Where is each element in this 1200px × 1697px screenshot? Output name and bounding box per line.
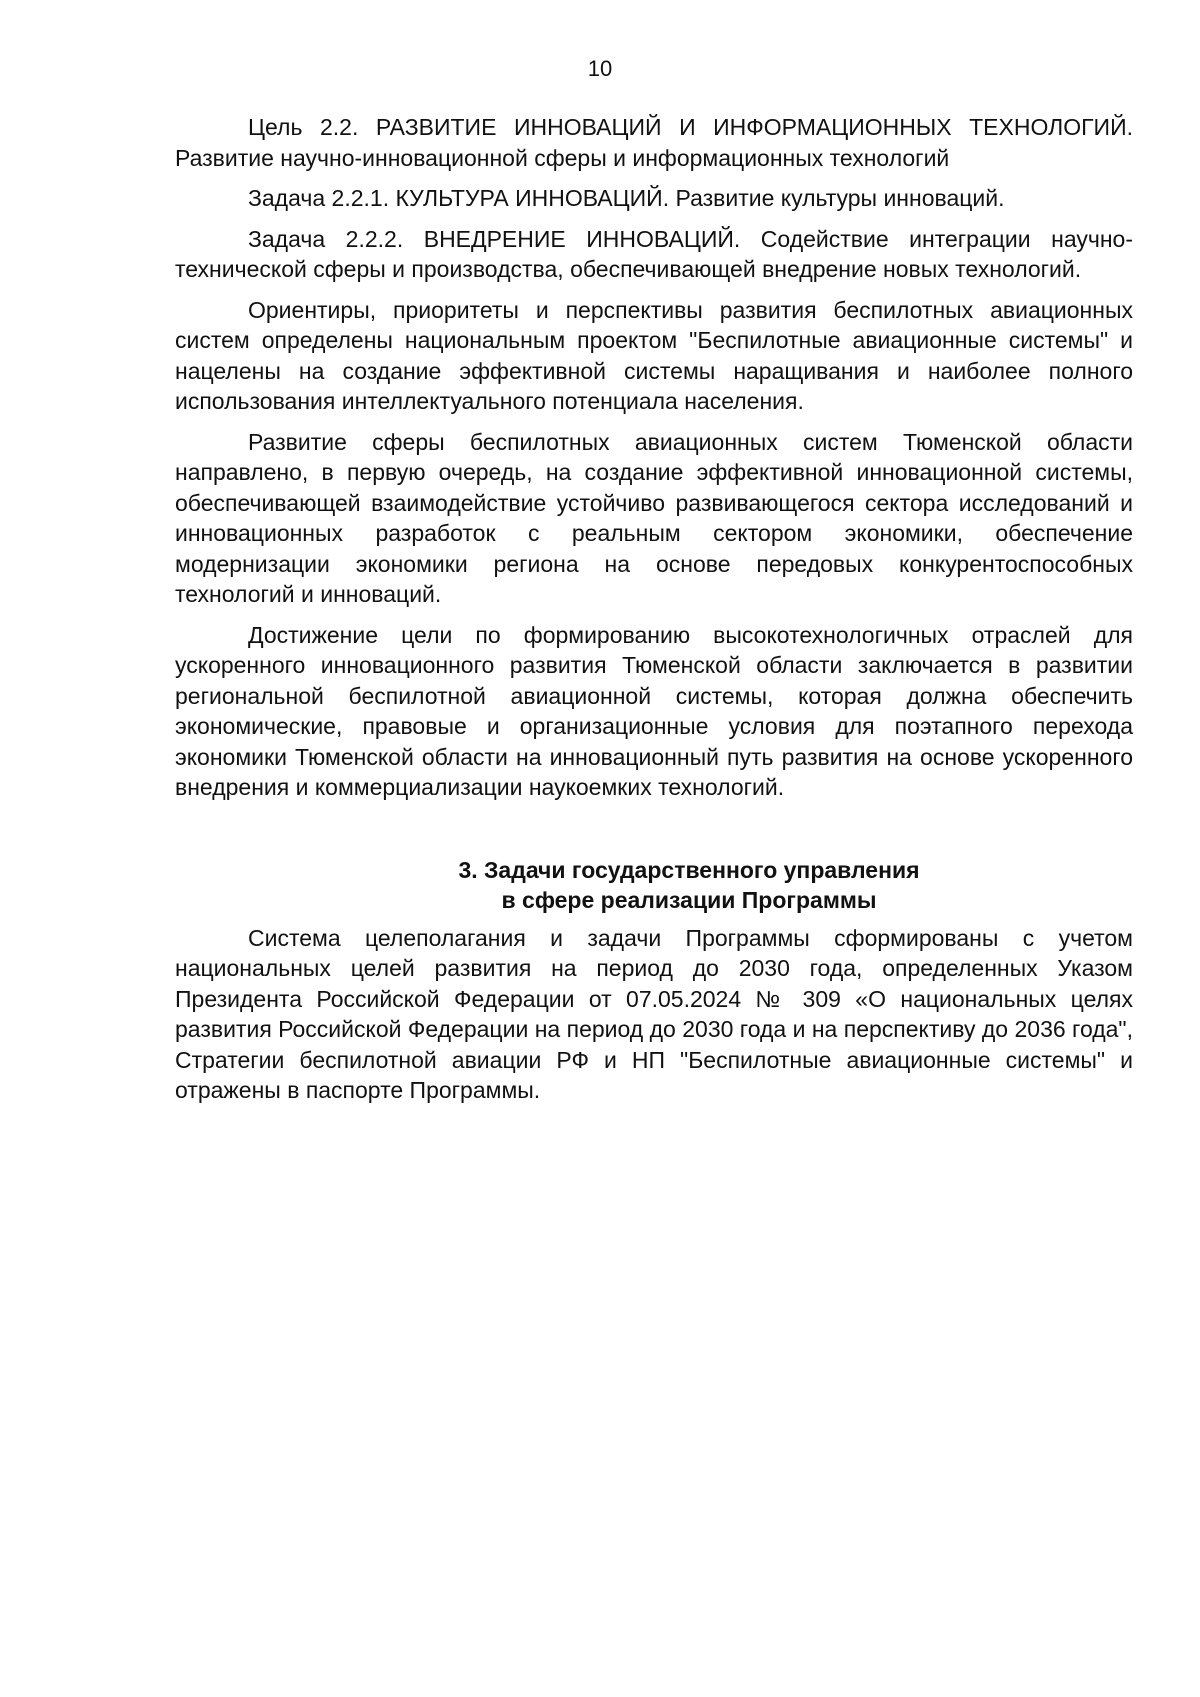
body-paragraph: Развитие сферы беспилотных авиационных систем Тюменской области направлено, в первую очередь, на создание эффективной инновационной системы, обеспечивающей взаимодействие устойчиво развивающегося сектора исследований и инновационных разработок с реальным сектором экономики, обеспечение модернизации экономики региона на основе передовых конкурентоспособных технологий и инноваций. [175,428,1133,607]
task-paragraph: Задача 2.2.2. ВНЕДРЕНИЕ ИННОВАЦИЙ. Содействие интеграции научно-технической сферы и производства, обеспечивающей внедрение новых технологий. [175,225,1133,282]
document-body [175,112,1133,1116]
body-paragraph: Ориентиры, приоритеты и перспективы развития беспилотных авиационных систем определены национальным проектом "Беспилотные авиационные системы" и нацелены на создание эффективной системы наращивания и наиболее полного использования интеллектуального потенциала населения. [175,296,1133,414]
task-paragraph: Задача 2.2.1. КУЛЬТУРА ИННОВАЦИЙ. Развитие культуры инноваций. [248,185,1005,211]
goal-paragraph: Цель 2.2. РАЗВИТИЕ ИННОВАЦИЙ И ИНФОРМАЦИОННЫХ ТЕХНОЛОГИЙ. Развитие научно-инновационной сферы и информационных технологий [175,114,1133,171]
body-paragraph: Достижение цели по формированию высокотехнологичных отраслей для ускоренного инновационного развития Тюменской области заключается в развитии региональной беспилотной авиационной системы, которая должна обеспечить экономические, правовые и организационные условия для поэтапного перехода экономики Тюменской области на инновационный путь развития на основе ускоренного внедрения и коммерциализации наукоемких технологий. [175,621,1133,800]
page-number: 10 [587,56,613,81]
section-heading-line: 3. Задачи государственного управления [458,856,920,883]
section-heading [175,855,1133,915]
section-heading-line: в сфере реализации Программы [501,886,877,913]
body-paragraph: Система целеполагания и задачи Программы сформированы с учетом национальных целей развития на период до 2030 года, определенных Указом Президента Российской Федерации от 07.05.2024 № 309 «О национальных целях развития Российской Федерации на период до 2030 года и на перспективу до 2036 года", Стратегии беспилотной авиации РФ и НП "Беспилотные авиационные системы" и отражены в паспорте Программы. [175,924,1133,1103]
